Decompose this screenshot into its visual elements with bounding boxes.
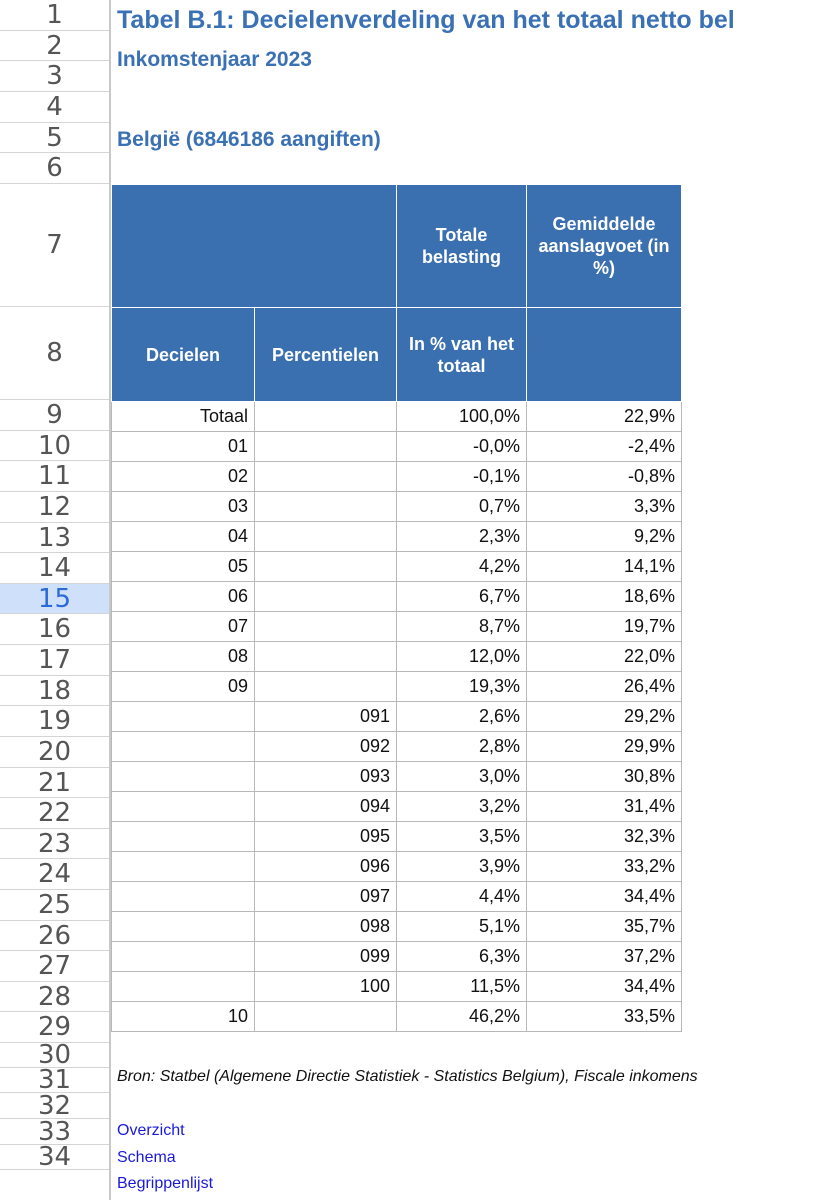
cell-rate[interactable]: 22,0% [527, 642, 682, 672]
row-header-4[interactable]: 4 [0, 92, 109, 123]
cell-pct[interactable]: 0,7% [397, 492, 527, 522]
row-header-3[interactable]: 3 [0, 61, 109, 92]
table-row [112, 1002, 682, 1032]
cell-deciel[interactable] [112, 702, 255, 732]
table-row [112, 552, 682, 582]
table-row [112, 912, 682, 942]
cell-percentiel[interactable]: 099 [255, 942, 397, 972]
header-blank-cell [112, 185, 397, 308]
cell-deciel[interactable]: 09 [112, 672, 255, 702]
row-header-32[interactable]: 32 [0, 1093, 109, 1119]
table-row [112, 762, 682, 792]
header-pct-van-totaal: In % van het totaal [397, 308, 527, 402]
header-percentielen: Percentielen [255, 308, 397, 402]
cell-pct[interactable]: 3,5% [397, 822, 527, 852]
row-header-2[interactable]: 2 [0, 31, 109, 61]
cell-rate[interactable]: 19,7% [527, 612, 682, 642]
cell-pct[interactable]: 6,7% [397, 582, 527, 612]
cell-deciel[interactable]: 04 [112, 522, 255, 552]
cell-pct[interactable]: 2,3% [397, 522, 527, 552]
cell-percentiel[interactable]: 096 [255, 852, 397, 882]
cell-percentiel[interactable]: 094 [255, 792, 397, 822]
cell-percentiel[interactable]: 095 [255, 822, 397, 852]
table-row [112, 582, 682, 612]
cell-pct[interactable]: -0,0% [397, 432, 527, 462]
table-row [112, 822, 682, 852]
cell-percentiel[interactable] [255, 462, 397, 492]
cell-deciel[interactable] [112, 762, 255, 792]
table-row [112, 492, 682, 522]
cell-rate[interactable]: 35,7% [527, 912, 682, 942]
cell-deciel[interactable] [112, 912, 255, 942]
cell-deciel[interactable]: 07 [112, 612, 255, 642]
table-row [112, 432, 682, 462]
cell-deciel[interactable]: 03 [112, 492, 255, 522]
row-header-22[interactable]: 22 [0, 798, 109, 829]
cell-rate[interactable]: 3,3% [527, 492, 682, 522]
row-header-18[interactable]: 18 [0, 676, 109, 706]
cell-deciel[interactable] [112, 732, 255, 762]
cell-percentiel[interactable] [255, 1002, 397, 1032]
cell-percentiel[interactable]: 093 [255, 762, 397, 792]
cell-pct[interactable]: 100,0% [397, 402, 527, 432]
cell-percentiel[interactable] [255, 522, 397, 552]
table-row [112, 792, 682, 822]
income-year-subtitle: Inkomstenjaar 2023 [117, 48, 312, 71]
row-header-17[interactable]: 17 [0, 645, 109, 676]
header-gemiddelde-aanslagvoet: Gemiddelde aanslagvoet (in %) [527, 185, 682, 308]
row-header-1[interactable]: 1 [0, 0, 109, 31]
link-schema[interactable]: Schema [117, 1149, 176, 1166]
cell-percentiel[interactable] [255, 612, 397, 642]
cell-deciel[interactable] [112, 942, 255, 972]
cell-rate[interactable]: 37,2% [527, 942, 682, 972]
cell-pct[interactable]: 3,9% [397, 852, 527, 882]
cell-pct[interactable]: 5,1% [397, 912, 527, 942]
row-header-10[interactable]: 10 [0, 431, 109, 461]
cell-deciel[interactable] [112, 792, 255, 822]
table-row [112, 402, 682, 432]
table-row [112, 882, 682, 912]
row-header-6[interactable]: 6 [0, 153, 109, 184]
row-header-31[interactable]: 31 [0, 1068, 109, 1093]
cell-rate[interactable]: 34,4% [527, 882, 682, 912]
row-header-27[interactable]: 27 [0, 951, 109, 982]
cell-pct[interactable]: -0,1% [397, 462, 527, 492]
row-header-26[interactable]: 26 [0, 921, 109, 951]
link-overzicht[interactable]: Overzicht [117, 1122, 185, 1139]
row-header-11[interactable]: 11 [0, 461, 109, 492]
cell-rate[interactable]: 29,2% [527, 702, 682, 732]
cell-pct[interactable]: 4,2% [397, 552, 527, 582]
cell-percentiel[interactable] [255, 432, 397, 462]
row-header-24[interactable]: 24 [0, 859, 109, 890]
table-row [112, 462, 682, 492]
cell-pct[interactable]: 8,7% [397, 612, 527, 642]
row-header-25[interactable]: 25 [0, 890, 109, 921]
cell-deciel[interactable]: 02 [112, 462, 255, 492]
row-header-12[interactable]: 12 [0, 492, 109, 523]
cell-deciel[interactable]: 10 [112, 1002, 255, 1032]
source-note: Bron: Statbel (Algemene Directie Statistiek - Statistics Belgium), Fiscale inkomens [117, 1068, 698, 1085]
table-row [112, 852, 682, 882]
cell-deciel[interactable] [112, 852, 255, 882]
table-title: Tabel B.1: Decielenverdeling van het totaal netto bel [117, 6, 735, 34]
cell-pct[interactable]: 2,6% [397, 702, 527, 732]
row-header-19[interactable]: 19 [0, 706, 109, 737]
header-empty-cell [527, 308, 682, 402]
row-header-9[interactable]: 9 [0, 400, 109, 431]
cell-percentiel[interactable] [255, 402, 397, 432]
cell-percentiel[interactable]: 097 [255, 882, 397, 912]
cell-rate[interactable]: 26,4% [527, 672, 682, 702]
cell-pct[interactable]: 11,5% [397, 972, 527, 1002]
row-header-5[interactable]: 5 [0, 123, 109, 153]
table-row [112, 702, 682, 732]
cell-deciel[interactable] [112, 882, 255, 912]
table-row [112, 522, 682, 552]
row-header-21[interactable]: 21 [0, 768, 109, 798]
cell-rate[interactable]: 34,4% [527, 972, 682, 1002]
cell-rate[interactable]: 30,8% [527, 762, 682, 792]
cell-rate[interactable]: 9,2% [527, 522, 682, 552]
cell-rate[interactable]: 22,9% [527, 402, 682, 432]
cell-pct[interactable]: 6,3% [397, 942, 527, 972]
cell-rate[interactable]: -2,4% [527, 432, 682, 462]
cell-percentiel[interactable]: 098 [255, 912, 397, 942]
row-header-13[interactable]: 13 [0, 523, 109, 553]
row-header-28[interactable]: 28 [0, 982, 109, 1012]
cell-deciel[interactable]: 08 [112, 642, 255, 672]
cell-percentiel[interactable]: 091 [255, 702, 397, 732]
cell-percentiel[interactable] [255, 672, 397, 702]
cell-pct[interactable]: 12,0% [397, 642, 527, 672]
cell-deciel[interactable]: 01 [112, 432, 255, 462]
cell-deciel[interactable] [112, 972, 255, 1002]
cell-rate[interactable]: 29,9% [527, 732, 682, 762]
table-row [112, 642, 682, 672]
cell-rate[interactable]: 33,2% [527, 852, 682, 882]
table-row [112, 732, 682, 762]
row-header-20[interactable]: 20 [0, 737, 109, 768]
row-header-7[interactable]: 7 [0, 184, 109, 307]
cell-percentiel[interactable] [255, 552, 397, 582]
cell-pct[interactable]: 46,2% [397, 1002, 527, 1032]
row-header-column [0, 0, 111, 1200]
cell-rate[interactable]: 31,4% [527, 792, 682, 822]
cell-pct[interactable]: 3,0% [397, 762, 527, 792]
cell-percentiel[interactable] [255, 642, 397, 672]
header-totale-belasting: Totale belasting [397, 185, 527, 308]
cell-deciel[interactable] [112, 822, 255, 852]
cell-rate[interactable]: 14,1% [527, 552, 682, 582]
row-header-30[interactable]: 30 [0, 1043, 109, 1068]
row-header-34[interactable]: 34 [0, 1145, 109, 1170]
cell-deciel[interactable]: 05 [112, 552, 255, 582]
cell-pct[interactable]: 2,8% [397, 732, 527, 762]
header-decielen: Decielen [112, 308, 255, 402]
row-header-8[interactable]: 8 [0, 307, 109, 400]
table-row [112, 672, 682, 702]
region-label: België (6846186 aangiften) [117, 128, 381, 151]
cell-pct[interactable]: 3,2% [397, 792, 527, 822]
cell-percentiel[interactable]: 092 [255, 732, 397, 762]
decile-table [111, 184, 682, 1032]
row-header-14[interactable]: 14 [0, 553, 109, 584]
row-header-23[interactable]: 23 [0, 829, 109, 859]
cell-percentiel[interactable] [255, 582, 397, 612]
cell-rate[interactable]: 32,3% [527, 822, 682, 852]
row-header-15[interactable]: 15 [0, 584, 109, 614]
cell-deciel[interactable]: 06 [112, 582, 255, 612]
link-begrippenlijst[interactable]: Begrippenlijst [117, 1175, 214, 1192]
table-row [112, 942, 682, 972]
cell-percentiel[interactable] [255, 492, 397, 522]
table-row [112, 972, 682, 1002]
table-row [112, 612, 682, 642]
cell-pct[interactable]: 4,4% [397, 882, 527, 912]
cell-rate[interactable]: 18,6% [527, 582, 682, 612]
row-header-16[interactable]: 16 [0, 614, 109, 645]
cell-rate[interactable]: -0,8% [527, 462, 682, 492]
cell-deciel[interactable]: Totaal [112, 402, 255, 432]
row-header-29[interactable]: 29 [0, 1012, 109, 1043]
cell-rate[interactable]: 33,5% [527, 1002, 682, 1032]
row-header-33[interactable]: 33 [0, 1119, 109, 1145]
cell-percentiel[interactable]: 100 [255, 972, 397, 1002]
worksheet [111, 0, 820, 1200]
cell-pct[interactable]: 19,3% [397, 672, 527, 702]
